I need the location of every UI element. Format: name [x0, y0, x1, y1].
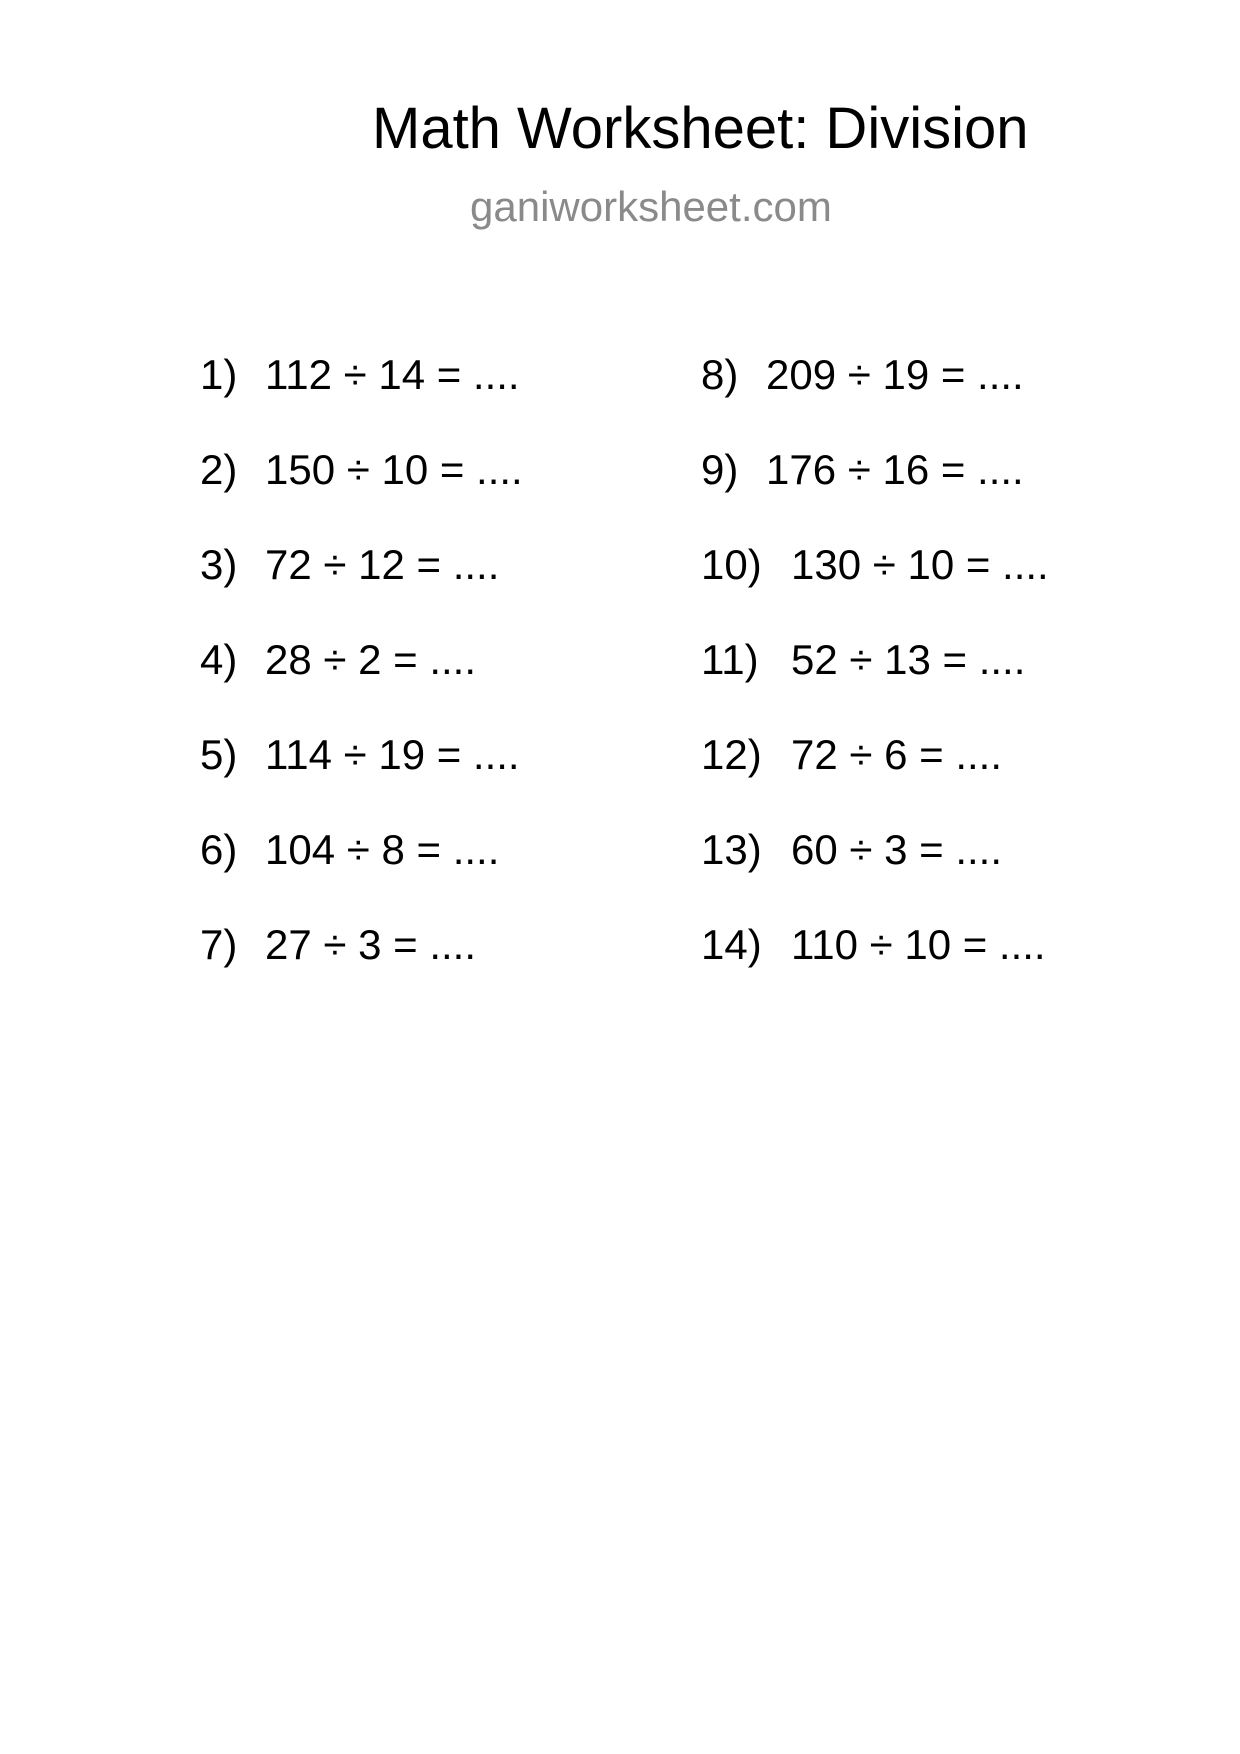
- problem-item: [200, 731, 523, 826]
- problem-number: 8): [701, 351, 739, 398]
- problem-expression: 176 ÷ 16 = ....: [766, 446, 1024, 493]
- problem-item: [200, 541, 523, 636]
- problem-item: [701, 921, 1049, 1016]
- problem-item: [701, 446, 1049, 541]
- problem-number: 11): [701, 636, 759, 683]
- problem-expression: 110 ÷ 10 = ....: [791, 921, 1046, 968]
- problem-expression: 72 ÷ 6 = ....: [791, 731, 1003, 778]
- problem-expression: 72 ÷ 12 = ....: [265, 541, 500, 588]
- problem-number: 6): [200, 826, 238, 873]
- problem-expression: 104 ÷ 8 = ....: [265, 826, 500, 873]
- problem-number: 3): [200, 541, 238, 588]
- problem-expression: 60 ÷ 3 = ....: [791, 826, 1003, 873]
- problem-item: [701, 351, 1049, 446]
- problem-expression: 114 ÷ 19 = ....: [265, 731, 520, 778]
- problem-expression: 130 ÷ 10 = ....: [791, 541, 1049, 588]
- problem-item: [701, 731, 1049, 826]
- problem-number: 4): [200, 636, 238, 683]
- problem-number: 1): [200, 351, 238, 398]
- problem-column-right: [701, 351, 1049, 1016]
- problem-expression: 52 ÷ 13 = ....: [791, 636, 1026, 683]
- problem-number: 9): [701, 446, 739, 493]
- page-title: Math Worksheet: Division: [372, 96, 1029, 161]
- problem-item: [200, 636, 523, 731]
- problem-number: 12): [701, 731, 762, 778]
- problem-number: 14): [701, 921, 762, 968]
- problem-number: 2): [200, 446, 238, 493]
- problem-number: 7): [200, 921, 238, 968]
- problem-number: 13): [701, 826, 762, 873]
- problem-number: 10): [701, 541, 762, 588]
- problem-item: [701, 826, 1049, 921]
- problem-item: [701, 636, 1049, 731]
- problem-expression: 27 ÷ 3 = ....: [265, 921, 477, 968]
- problem-item: [200, 826, 523, 921]
- problem-expression: 28 ÷ 2 = ....: [265, 636, 477, 683]
- problem-expression: 112 ÷ 14 = ....: [265, 351, 520, 398]
- problem-item: [200, 921, 523, 1016]
- problem-item: [701, 541, 1049, 636]
- problem-column-left: [200, 351, 523, 1016]
- problem-item: [200, 351, 523, 446]
- problem-number: 5): [200, 731, 238, 778]
- problem-expression: 150 ÷ 10 = ....: [265, 446, 523, 493]
- problem-item: [200, 446, 523, 541]
- problem-expression: 209 ÷ 19 = ....: [766, 351, 1024, 398]
- site-name: ganiworksheet.com: [470, 183, 832, 230]
